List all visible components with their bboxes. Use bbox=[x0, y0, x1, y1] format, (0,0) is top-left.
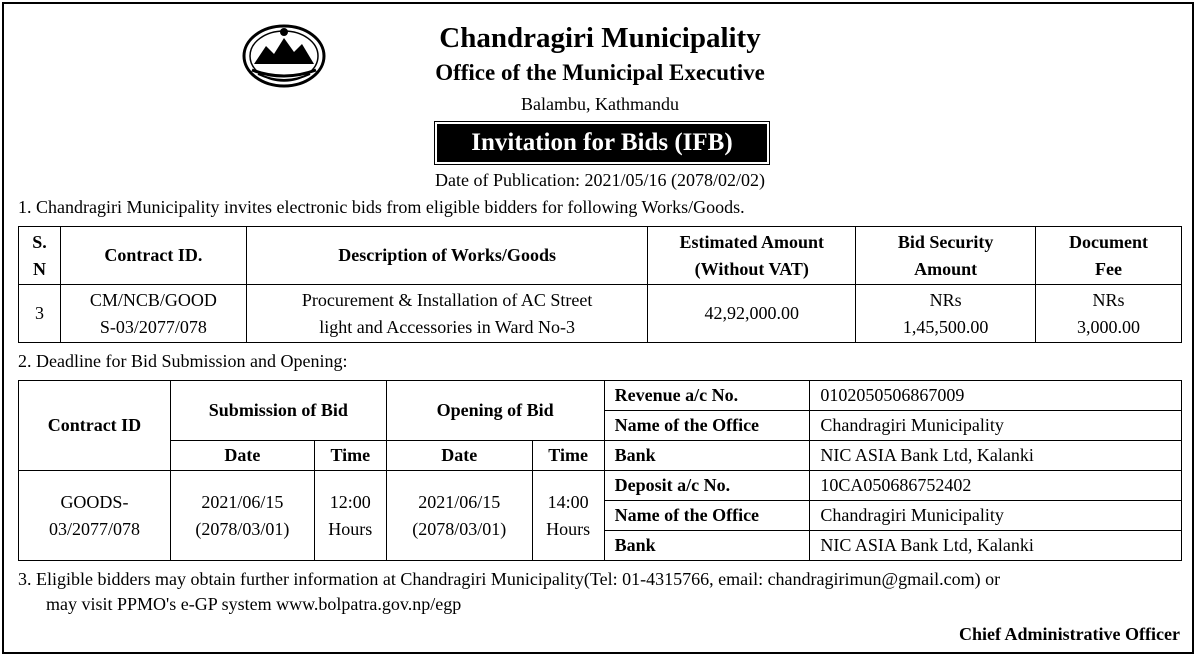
paragraph-3-line-2: may visit PPMO's e-GP system www.bolpatra.gov.np/egp bbox=[46, 594, 462, 614]
bids-header-row bbox=[19, 227, 1182, 285]
header-bid-security: Bid Security Amount bbox=[856, 227, 1036, 285]
info-value: Chandragiri Municipality bbox=[810, 411, 1182, 441]
header-sn: S. N bbox=[19, 227, 61, 285]
cell-submission-time: 12:00 Hours bbox=[314, 471, 386, 561]
paragraph-2: 2. Deadline for Bid Submission and Opening: bbox=[18, 351, 348, 371]
cell-contract-id: CM/NCB/GOOD S-03/2077/078 bbox=[60, 285, 246, 343]
info-label: Bank bbox=[604, 441, 810, 471]
cell-opening-time: 14:00 Hours bbox=[532, 471, 604, 561]
header-opening-date: Date bbox=[386, 441, 532, 471]
ifb-banner: Invitation for Bids (IFB) bbox=[437, 124, 767, 162]
info-value: 0102050506867009 bbox=[810, 381, 1182, 411]
info-label: Name of the Office bbox=[604, 411, 810, 441]
cell-document-fee: NRs 3,000.00 bbox=[1036, 285, 1182, 343]
bids-table bbox=[18, 226, 1182, 343]
cell-submission-date: 2021/06/15 (2078/03/01) bbox=[170, 471, 314, 561]
header-estimated-amount: Estimated Amount (Without VAT) bbox=[648, 227, 856, 285]
table-row bbox=[19, 285, 1182, 343]
header-submission-date: Date bbox=[170, 441, 314, 471]
header-submission: Submission of Bid bbox=[170, 381, 386, 441]
info-value: NIC ASIA Bank Ltd, Kalanki bbox=[810, 531, 1182, 561]
header-description: Description of Works/Goods bbox=[246, 227, 648, 285]
info-value: NIC ASIA Bank Ltd, Kalanki bbox=[810, 441, 1182, 471]
office-title: Office of the Municipal Executive bbox=[435, 60, 765, 85]
cell-opening-date: 2021/06/15 (2078/03/01) bbox=[386, 471, 532, 561]
paragraph-3-line-1: 3. Eligible bidders may obtain further information at Chandragiri Municipality(Tel: 01-4315766, email: chandragirimun@gmail.com) or bbox=[18, 569, 1001, 589]
header-opening: Opening of Bid bbox=[386, 381, 604, 441]
info-value: Chandragiri Municipality bbox=[810, 501, 1182, 531]
header-contract-id: Contract ID. bbox=[60, 227, 246, 285]
address: Balambu, Kathmandu bbox=[521, 94, 679, 114]
cell-contract-id: GOODS- 03/2077/078 bbox=[19, 471, 171, 561]
info-label: Revenue a/c No. bbox=[604, 381, 810, 411]
cell-bid-security: NRs 1,45,500.00 bbox=[856, 285, 1036, 343]
info-label: Name of the Office bbox=[604, 501, 810, 531]
cell-sn: 3 bbox=[19, 285, 61, 343]
info-label: Bank bbox=[604, 531, 810, 561]
paragraph-1: 1. Chandragiri Municipality invites electronic bids from eligible bidders for following Works/Goods. bbox=[18, 197, 745, 217]
info-label: Deposit a/c No. bbox=[604, 471, 810, 501]
header-document-fee: Document Fee bbox=[1036, 227, 1182, 285]
signature-title: Chief Administrative Officer bbox=[959, 624, 1180, 644]
header-opening-time: Time bbox=[532, 441, 604, 471]
cell-estimated-amount: 42,92,000.00 bbox=[648, 285, 856, 343]
header-submission-time: Time bbox=[314, 441, 386, 471]
header-contract-id: Contract ID bbox=[19, 381, 171, 471]
publication-date: Date of Publication: 2021/05/16 (2078/02/02) bbox=[435, 170, 765, 190]
cell-description: Procurement & Installation of AC Street light and Accessories in Ward No-3 bbox=[246, 285, 648, 343]
org-title: Chandragiri Municipality bbox=[439, 22, 761, 54]
deadline-table bbox=[18, 380, 1182, 561]
info-value: 10CA050686752402 bbox=[810, 471, 1182, 501]
